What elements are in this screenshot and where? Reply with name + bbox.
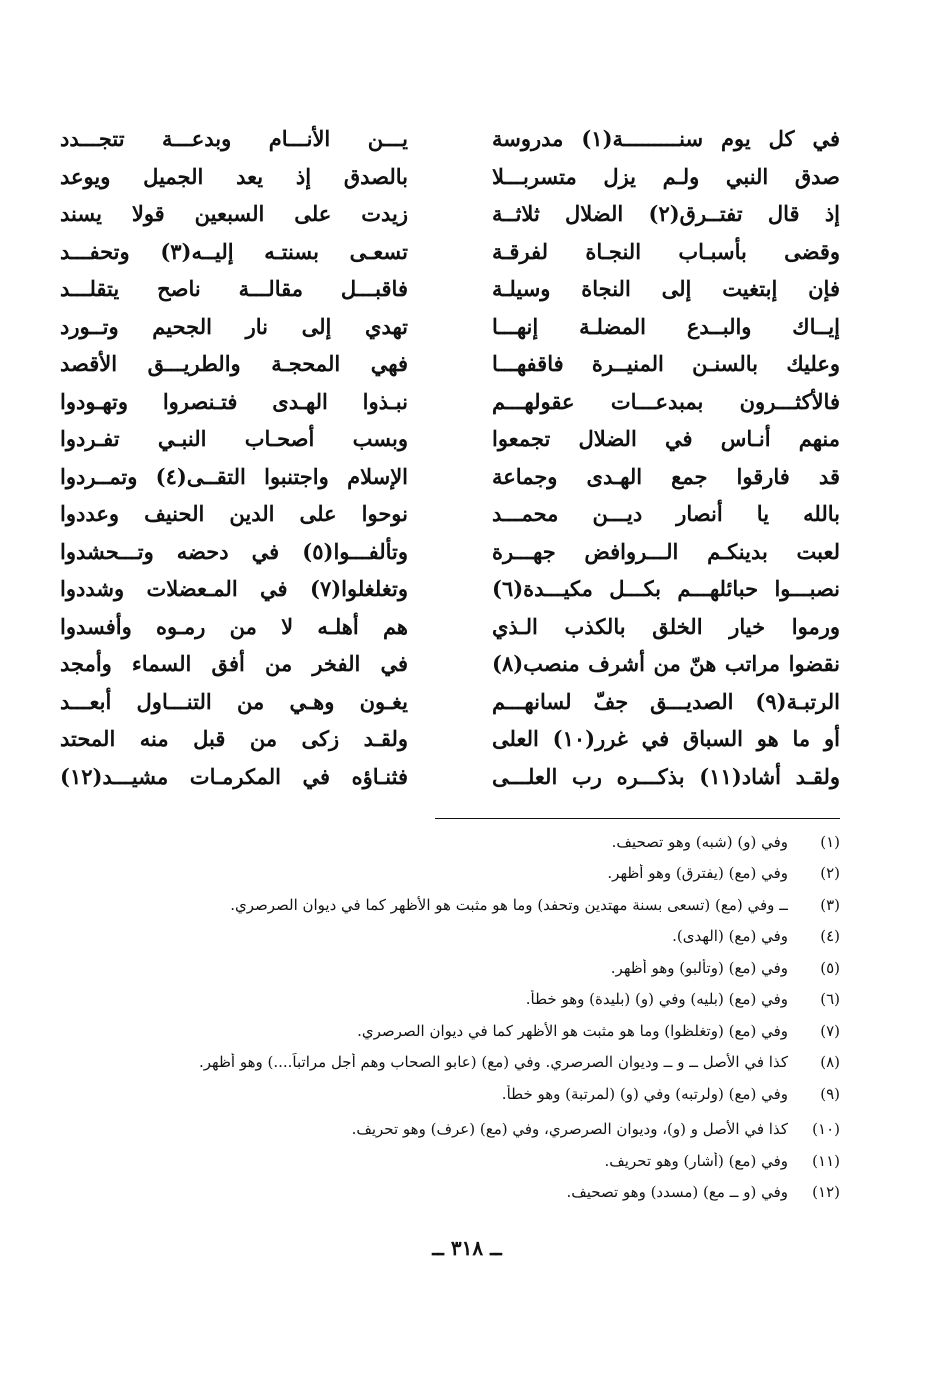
footnote-text: وفي (و ــ مع) (مسدد) وهو تصحيف. xyxy=(566,1183,788,1202)
verse-second-hemistich: بالصدق إذ يعد الجميل ويوعد xyxy=(60,163,408,189)
footnote-text: وفي (مع) (أشار) وهو تحريف. xyxy=(604,1151,788,1170)
footnote xyxy=(60,984,840,1016)
verse-line xyxy=(60,533,840,571)
footnote xyxy=(60,1047,840,1079)
footnote xyxy=(60,1078,840,1110)
verse-first-hemistich: منهم أنـاس في الضلال تجمعوا xyxy=(492,426,840,452)
verse-first-hemistich: وقضى بأسبـاب النجـاة لفرقـة xyxy=(492,238,840,264)
verse-first-hemistich: بالله يا أنصار ديـــن محمـــد xyxy=(492,501,840,527)
verse-first-hemistich: وعليك بالسنـن المنيــرة فاقفهـــا xyxy=(492,351,840,377)
verse-line xyxy=(60,383,840,421)
verse-first-hemistich: فالأكثـــرون بمبدعـــات عقولهـــم xyxy=(492,388,840,414)
verse-first-hemistich: نقضوا مراتب هنّ من أشرف منصب(٨) xyxy=(492,651,840,677)
footnote-text: ــ وفي (مع) (تسعى بسنة مهتدين وتحفد) وما هو مثبت هو الأظهر كما في ديوان الصرصري. xyxy=(230,895,788,914)
footnote-number: (٨) xyxy=(820,1053,840,1072)
footnote-number: (٧) xyxy=(820,1021,840,1040)
verse-first-hemistich: نصبـــوا حبائلهـــم بكـــل مكيـــدة(٦) xyxy=(492,576,840,602)
footnote-text: وفي (مع) (ولرتبه) وفي (و) (لمرتبة) وهو خطأ. xyxy=(501,1084,788,1103)
footnote-number: (٢) xyxy=(820,864,840,883)
verse-first-hemistich: ورموا خيار الخلق بالكذب الـذي xyxy=(492,613,840,639)
footnote xyxy=(60,1177,840,1209)
footnote-text: وفي (مع) (وتألبو) وهو أظهر. xyxy=(610,958,788,977)
verse-second-hemistich: وتغلغلوا(٧) في المـعضلات وشددوا xyxy=(60,576,408,602)
verse-line xyxy=(60,195,840,233)
verse-second-hemistich: فهي المحجـة والطريـــق الأقصد xyxy=(60,351,408,377)
page-number: ــ ٣١٨ ــ xyxy=(432,1236,502,1260)
verse-line xyxy=(60,458,840,496)
verse-line xyxy=(60,683,840,721)
verse-line xyxy=(60,608,840,646)
footnote xyxy=(60,952,840,984)
verse-second-hemistich: تهدي إلى نار الجحيم وتــورد xyxy=(60,313,408,339)
verse-second-hemistich: وتألفـــوا(٥) في دحضه وتـــحشدوا xyxy=(60,538,408,564)
verse-line xyxy=(60,645,840,683)
verse-first-hemistich: إيــاك والبــدع المضلـة إنهـــا xyxy=(492,313,840,339)
verse-first-hemistich: الرتبـة(٩) الصديـــق جفّ لسانهـــم xyxy=(492,688,840,714)
verse-second-hemistich: فاقبـــل مقالـــة ناصح يتقلـــد xyxy=(60,276,408,302)
verse-first-hemistich: إذ قال تفتــرق(٢) الضلال ثلاثــة xyxy=(492,201,840,227)
verse-first-hemistich: أو ما هو السباق في غرر(١٠) العلى xyxy=(492,726,840,752)
verse-first-hemistich: في كل يوم سنـــــــــة(١) مدروسة xyxy=(492,126,840,152)
verse-line xyxy=(60,720,840,758)
verse-second-hemistich: نوحوا على الدين الحنيف وعددوا xyxy=(60,501,408,527)
footnote-text: وفي (مع) (وتغلظوا) وما هو مثبت هو الأظهر كما في ديوان الصرصري. xyxy=(357,1021,788,1040)
footnote-number: (٣) xyxy=(820,895,840,914)
footnote xyxy=(60,826,840,858)
verse-line xyxy=(60,495,840,533)
verse-second-hemistich: يغـون وهـي من التنـــاول أبعـــد xyxy=(60,688,408,714)
footnote-number: (١٢) xyxy=(812,1183,840,1202)
verse-second-hemistich: يـــن الأنـــام وبدعـــة تتجـــدد xyxy=(60,126,408,152)
footnote-text: كذا في الأصل ــ و ــ وديوان الصرصري. وفي (مع) (عابو الصحاب وهم أجل مراتباً....) وهو أظهر. xyxy=(199,1053,788,1072)
verse-first-hemistich: صدق النبي ولـم يزل متسربـــلا xyxy=(492,163,840,189)
footnote-separator xyxy=(435,818,840,819)
verse-second-hemistich: وبسب أصحـاب النبـي تفـردوا xyxy=(60,426,408,452)
footnote-number: (٤) xyxy=(820,927,840,946)
verse-first-hemistich: لعبت بدينكـم الـــروافض جهـــرة xyxy=(492,538,840,564)
verse-line xyxy=(60,758,840,796)
footnote-number: (٦) xyxy=(820,990,840,1009)
footnote-number: (٩) xyxy=(820,1084,840,1103)
footnote xyxy=(60,889,840,921)
footnote-text: وفي (و) (شبه) وهو تصحيف. xyxy=(611,832,788,851)
footnote-number: (١) xyxy=(820,832,840,851)
verse-first-hemistich: ولقـد أشاد(١١) بذكـــره رب العلـــى xyxy=(492,763,840,789)
verse-second-hemistich: الإسلام واجتنبوا التقــى(٤) وتمــردوا xyxy=(60,463,408,489)
verse-second-hemistich: فثنـاؤه في المكرمـات مشيـــد(١٢) xyxy=(60,763,408,789)
verse-second-hemistich: نبـذوا الهـدى فتـنصروا وتهـودوا xyxy=(60,388,408,414)
footnote-number: (١١) xyxy=(812,1151,840,1170)
verse-line xyxy=(60,233,840,271)
verse-line xyxy=(60,570,840,608)
footnote xyxy=(60,921,840,953)
footnote-text: وفي (مع) (الهدى). xyxy=(672,927,788,946)
verse-first-hemistich: قد فارقوا جمع الهـدى وجماعة xyxy=(492,463,840,489)
verse-first-hemistich: فإن إبتغيت إلى النجاة وسيلـة xyxy=(492,276,840,302)
footnote-number: (١٠) xyxy=(812,1120,840,1139)
footnote-text: وفي (مع) (يفترق) وهو أظهر. xyxy=(607,864,788,883)
verse-second-hemistich: في الفخر من أفق السماء وأمجد xyxy=(60,651,408,677)
verse-second-hemistich: هم أهلـه لا من رمـوه وأفسدوا xyxy=(60,613,408,639)
footnote-number: (٥) xyxy=(820,958,840,977)
footnotes xyxy=(60,826,840,1208)
verse-line xyxy=(60,345,840,383)
footnote xyxy=(60,1114,840,1146)
footnote-text: وفي (مع) (بليه) وفي (و) (بليدة) وهو خطأ. xyxy=(525,990,788,1009)
footnote xyxy=(60,1145,840,1177)
verse-line xyxy=(60,120,840,158)
footnote xyxy=(60,858,840,890)
footnote xyxy=(60,1015,840,1047)
poem xyxy=(60,120,840,795)
verse-second-hemistich: ولقـد زكى من قبل منه المحتد xyxy=(60,726,408,752)
verse-second-hemistich: زيدت على السبعين قولا يسند xyxy=(60,201,408,227)
verse-line xyxy=(60,270,840,308)
footnote-text: كذا في الأصل و (و)، وديوان الصرصري، وفي (مع) (عرف) وهو تحريف. xyxy=(351,1120,788,1139)
verse-second-hemistich: تسعـى بسنتـه إليــه(٣) وتحفـــد xyxy=(60,238,408,264)
verse-line xyxy=(60,308,840,346)
verse-line xyxy=(60,420,840,458)
verse-line xyxy=(60,158,840,196)
